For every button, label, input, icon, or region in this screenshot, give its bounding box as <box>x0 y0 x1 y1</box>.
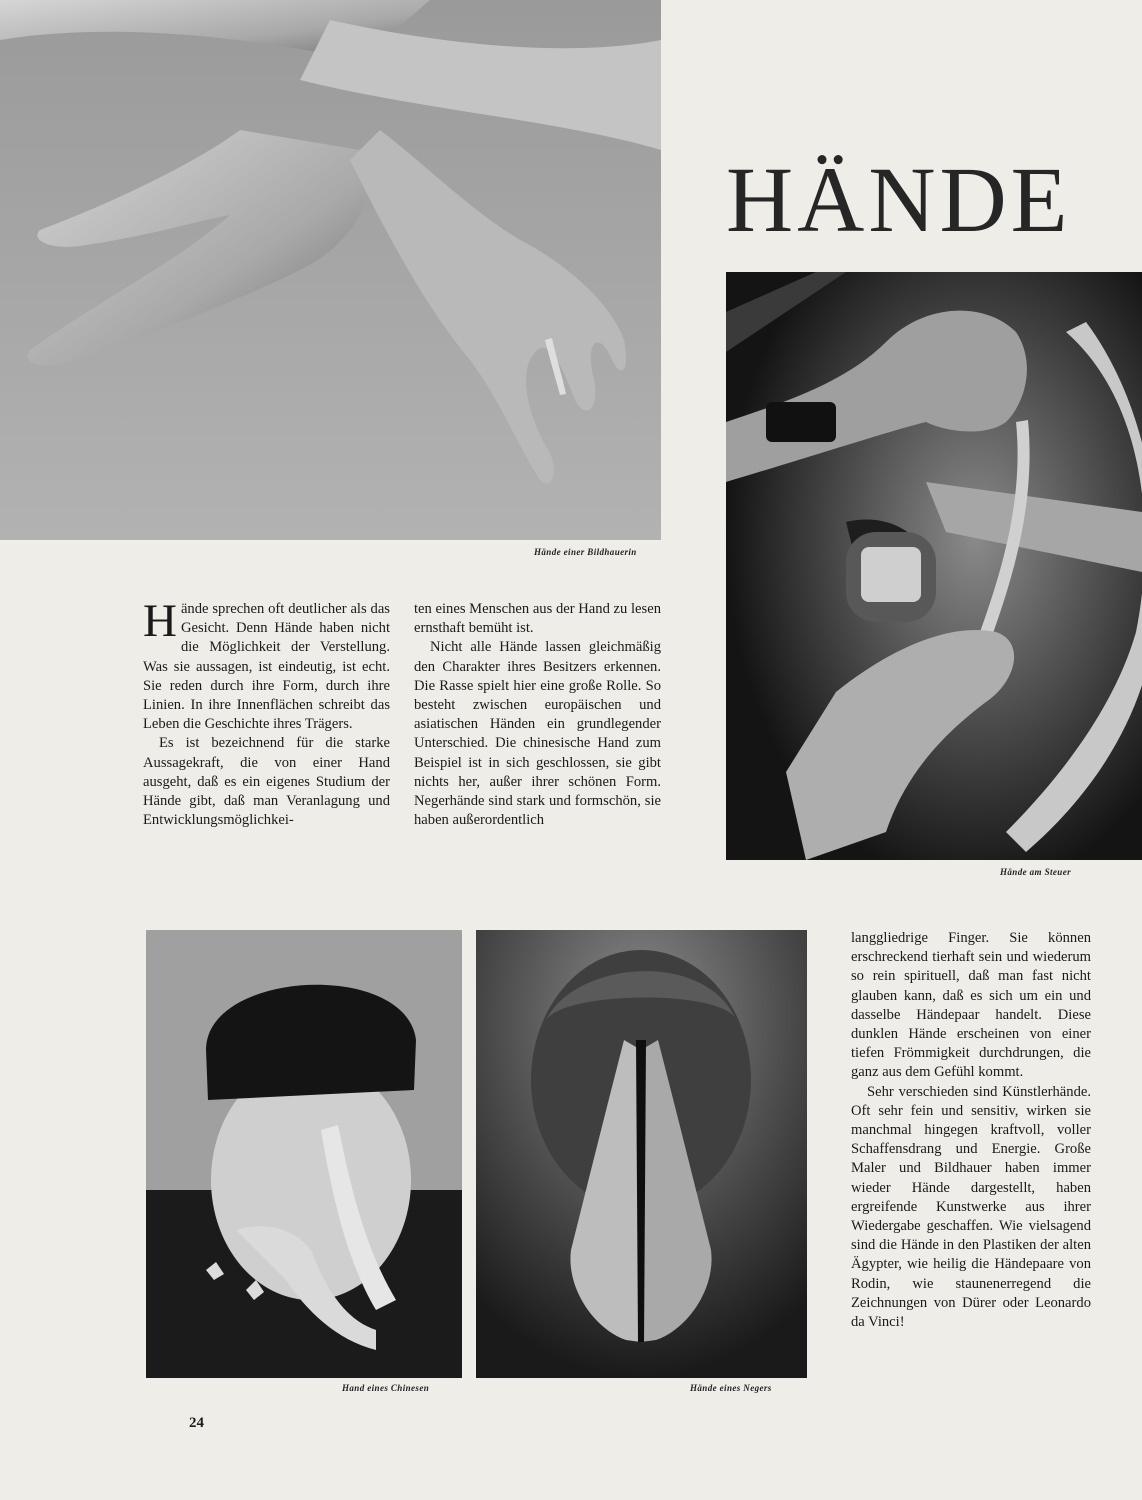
photo-praying-hands <box>476 930 807 1378</box>
drop-cap: H <box>143 595 177 647</box>
page-title: HÄNDE <box>726 149 1072 253</box>
article-column-3 <box>851 929 1091 1332</box>
page-number: 24 <box>189 1415 204 1431</box>
photo-chinese-hand <box>146 930 462 1378</box>
col1-paragraph-2: Es ist bezeichnend für die starke Aussagekraft, die von einer Hand ausgeht, daß es ein eigenes Studium der Hände gibt, daß man Veranlagung und Entwicklungsmöglichkei- <box>143 735 390 829</box>
photo-steering-wheel <box>726 272 1142 860</box>
article-column-2 <box>414 600 661 830</box>
col1-paragraph-1: ände sprechen oft deutlicher als das Gesicht. Denn Hände haben nicht die Möglichkeit der Verstellung. Was sie aussagen, ist eindeutig, ist echt. Sie reden durch ihre Form, durch ihre Linien. In ihre Innenflächen schreibt das Leben die Geschichte ihres Trägers. <box>143 601 390 733</box>
caption-steering: Hände am Steuer <box>1000 867 1072 877</box>
article-column-1 <box>143 595 390 830</box>
col3-paragraph-2: Sehr verschieden sind Künstlerhände. Oft sehr fein und sensitiv, wirken sie manchmal hingegen kraftvoll, voller Schaffensdrang und Energie. Große Maler und Bildhauer haben immer wieder Hände dargestellt, haben ergreifende Kunstwerke aus ihrer Wiedergabe geschaffen. Wie vielsagend sind die Hände in den Plastiken der alten Ägypter, wie heilig die Händepaare von Rodin, wie staunenerregend die Zeichnungen von Dürer oder Leonardo da Vinci! <box>851 1083 1091 1331</box>
col2-paragraph-1: ten eines Menschen aus der Hand zu lesen ernsthaft bemüht ist. <box>414 601 661 637</box>
col2-paragraph-2: Nicht alle Hände lassen gleichmäßig den Charakter ihres Besitzers erkennen. Die Rasse spielt hier eine große Rolle. So besteht zwischen europäischen und asiatischen Händen ein grundlegender Unterschied. Die chinesische Hand zum Beispiel ist in sich geschlossen, sie gibt nichts her, außer ihrer schönen Form. Negerhände sind stark und formschön, sie haben außerordentlich <box>414 639 661 829</box>
caption-negro: Hände eines Negers <box>690 1383 772 1393</box>
caption-chinese: Hand eines Chinesen <box>342 1383 430 1393</box>
caption-sculptor: Hände einer Bildhauerin <box>534 547 637 557</box>
photo-sculptor-hands <box>0 0 661 540</box>
col3-paragraph-1: langgliedrige Finger. Sie können erschreckend tierhaft sein und wiederum so rein spirituell, daß man fast nicht glauben kann, daß es sich um ein und dasselbe Händepaar handelt. Diese dunklen Hände erscheinen von einer tiefen Frömmigkeit durchdrungen, die ganz aus dem Gefühl kommt. <box>851 930 1091 1081</box>
